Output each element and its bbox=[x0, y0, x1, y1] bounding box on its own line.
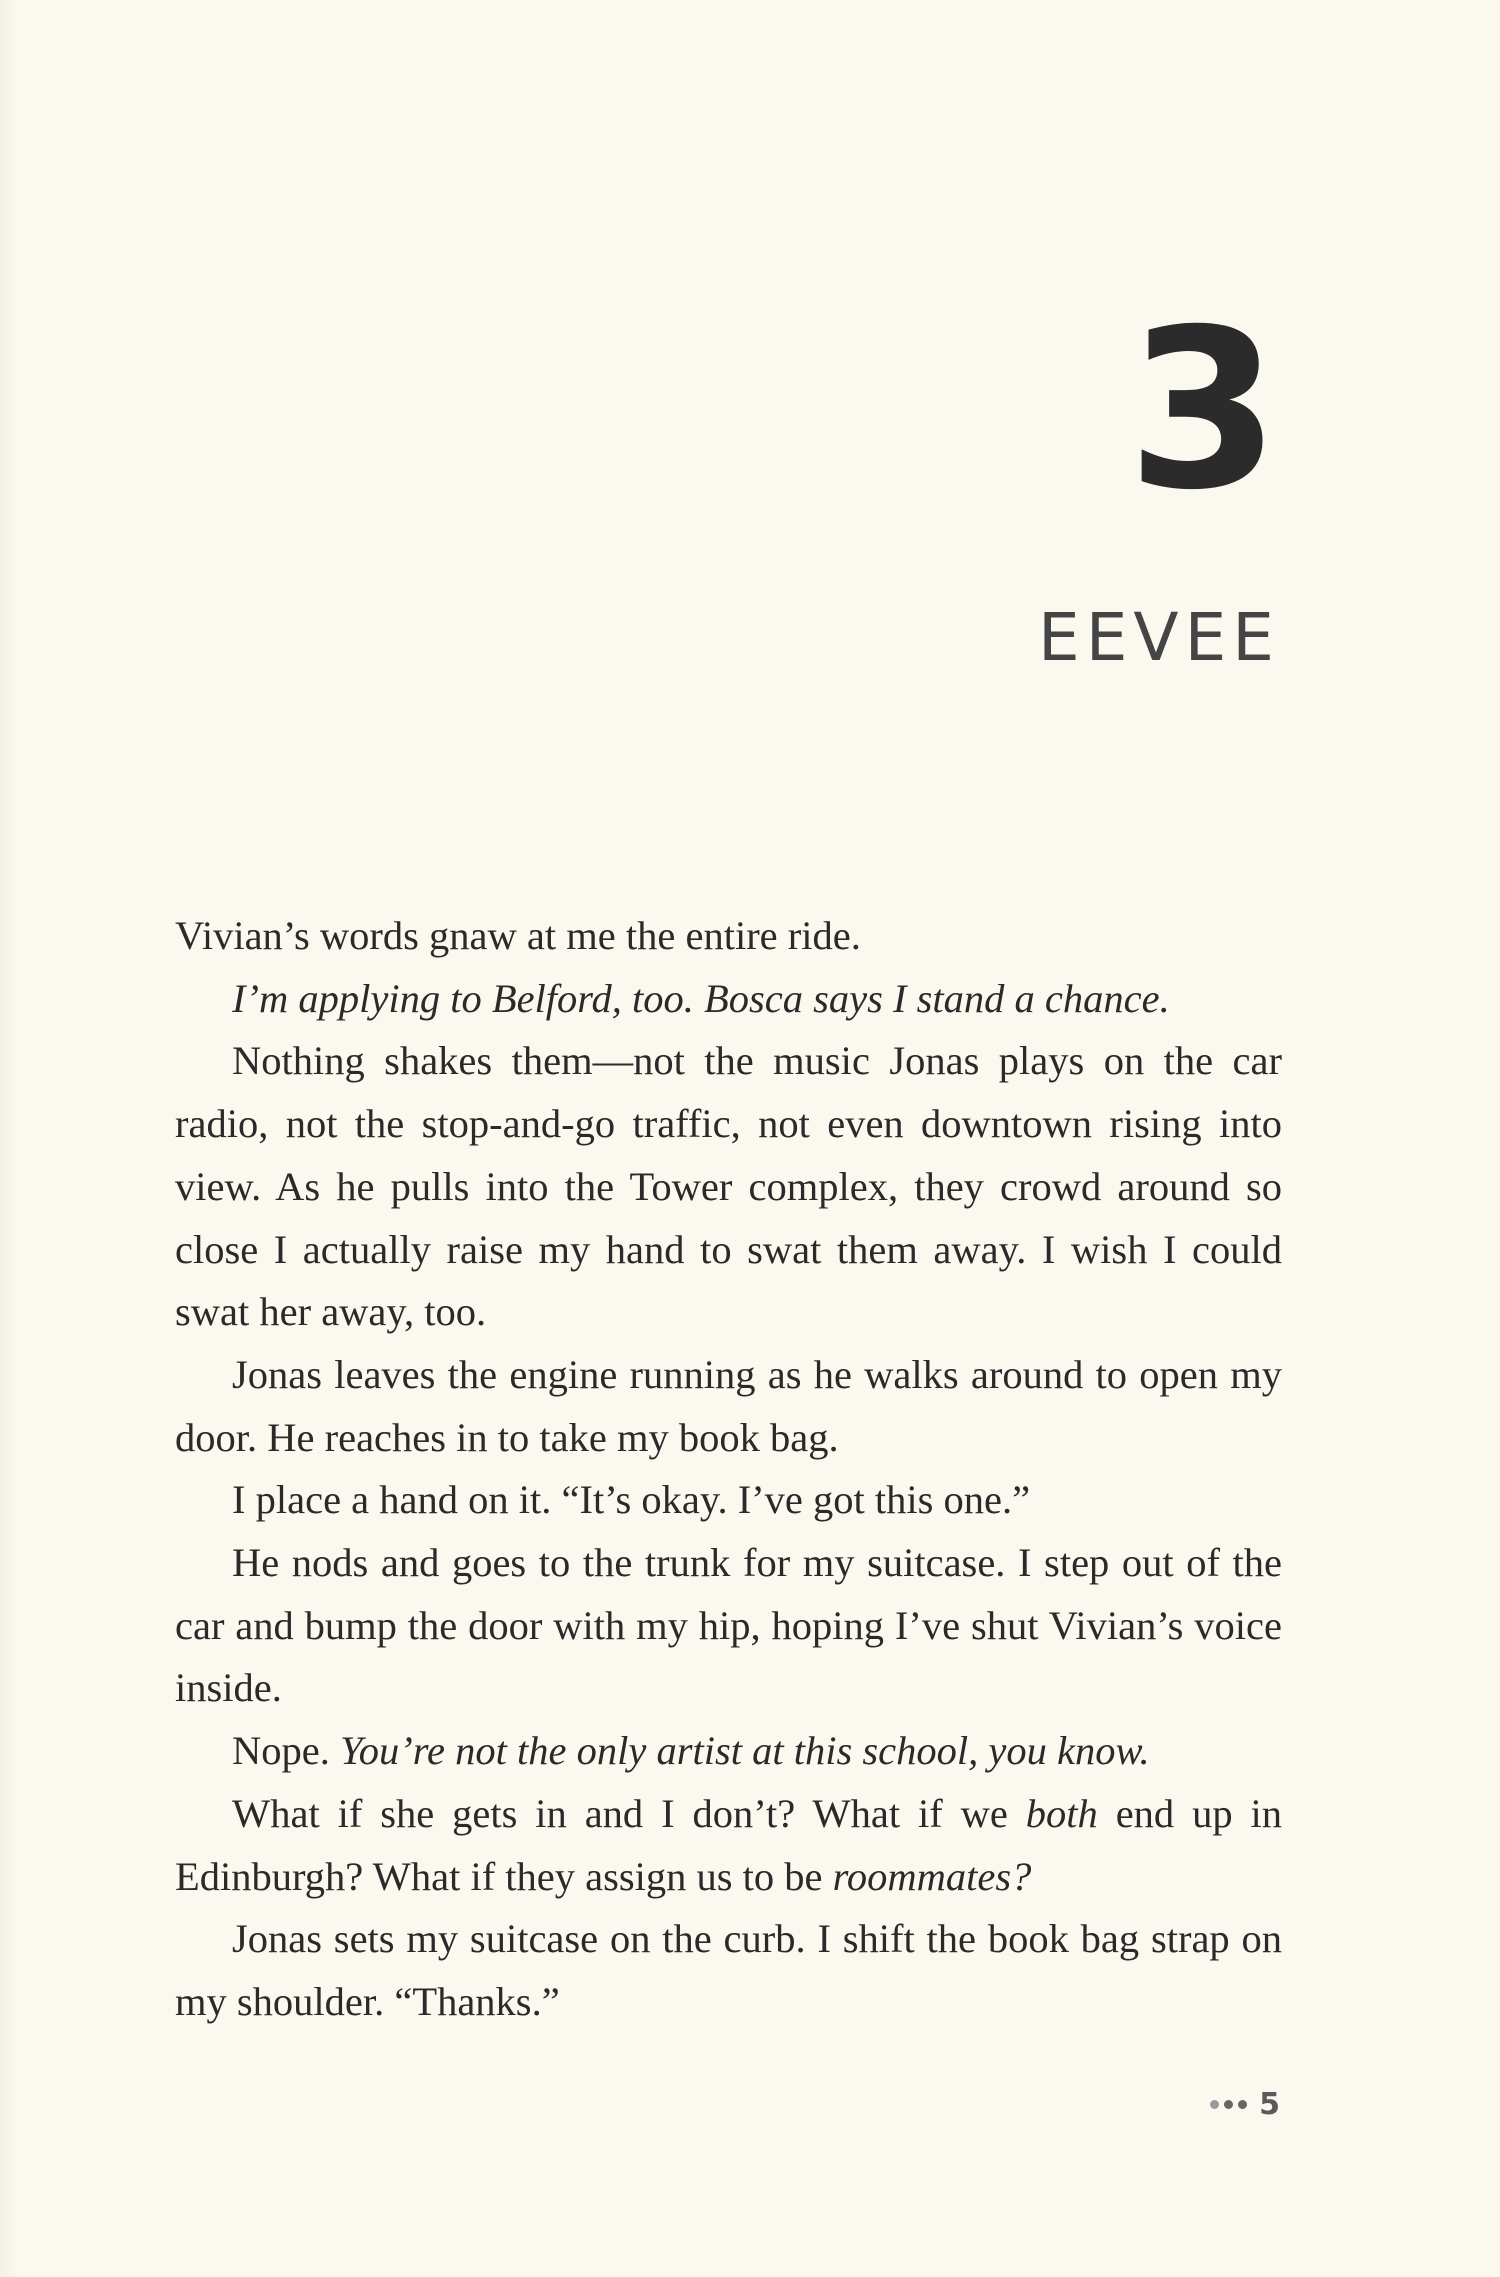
paragraph-text: Jonas sets my suitcase on the curb. I shift the book bag strap on my shoulder. “Thanks.” bbox=[175, 1916, 1282, 2024]
paragraph bbox=[175, 1469, 1282, 1532]
paragraph bbox=[175, 1720, 1282, 1783]
page-number: 5 bbox=[1259, 2087, 1280, 2122]
paragraph bbox=[175, 905, 1282, 968]
paragraph-text: What if she gets in and I don’t? What if we bbox=[232, 1790, 1026, 1836]
paragraph-text: He nods and goes to the trunk for my suitcase. I step out of the car and bump the door with my hip, hoping I’ve shut Vivian’s voice inside. bbox=[175, 1540, 1282, 1711]
chapter-title: EEVEE bbox=[1038, 599, 1280, 676]
page-folio bbox=[1210, 2087, 1280, 2122]
paragraph bbox=[175, 1344, 1282, 1469]
paragraph bbox=[175, 1783, 1282, 1908]
paragraph-text: Nope. bbox=[232, 1728, 340, 1774]
italic-text: roommates? bbox=[832, 1853, 1032, 1899]
italic-text: both bbox=[1025, 1790, 1098, 1836]
paragraph-text: Nothing shakes them—not the music Jonas plays on the car radio, not the stop-and-go traffic, not even downtown rising into view. As he pulls into the Tower complex, they crowd around so close I actually raise my hand to swat them away. I wish I could swat her away, too. bbox=[175, 1038, 1282, 1335]
paragraph bbox=[175, 1030, 1282, 1344]
paragraph-text: I place a hand on it. “It’s okay. I’ve got this one.” bbox=[232, 1477, 1031, 1523]
paragraph-text: Jonas leaves the engine running as he walks around to open my door. He reaches in to take my book bag. bbox=[175, 1351, 1282, 1460]
italic-text: I’m applying to Belford, too. Bosca says I stand a chance. bbox=[232, 975, 1170, 1021]
paragraph bbox=[175, 1532, 1282, 1720]
paragraph-text: Vivian’s words gnaw at me the entire ride. bbox=[175, 913, 861, 958]
italic-text: You’re not the only artist at this school, you know. bbox=[339, 1728, 1150, 1774]
paragraph bbox=[175, 968, 1282, 1031]
folio-dots-ornament bbox=[1210, 2100, 1247, 2109]
page-edge-shadow bbox=[0, 0, 18, 2277]
paragraph bbox=[175, 1908, 1282, 2033]
chapter-number: 3 bbox=[1126, 282, 1280, 538]
chapter-body-text bbox=[175, 905, 1282, 2034]
paragraph-text: end up in Edinburgh? What if they assign us to be bbox=[175, 1790, 1282, 1899]
